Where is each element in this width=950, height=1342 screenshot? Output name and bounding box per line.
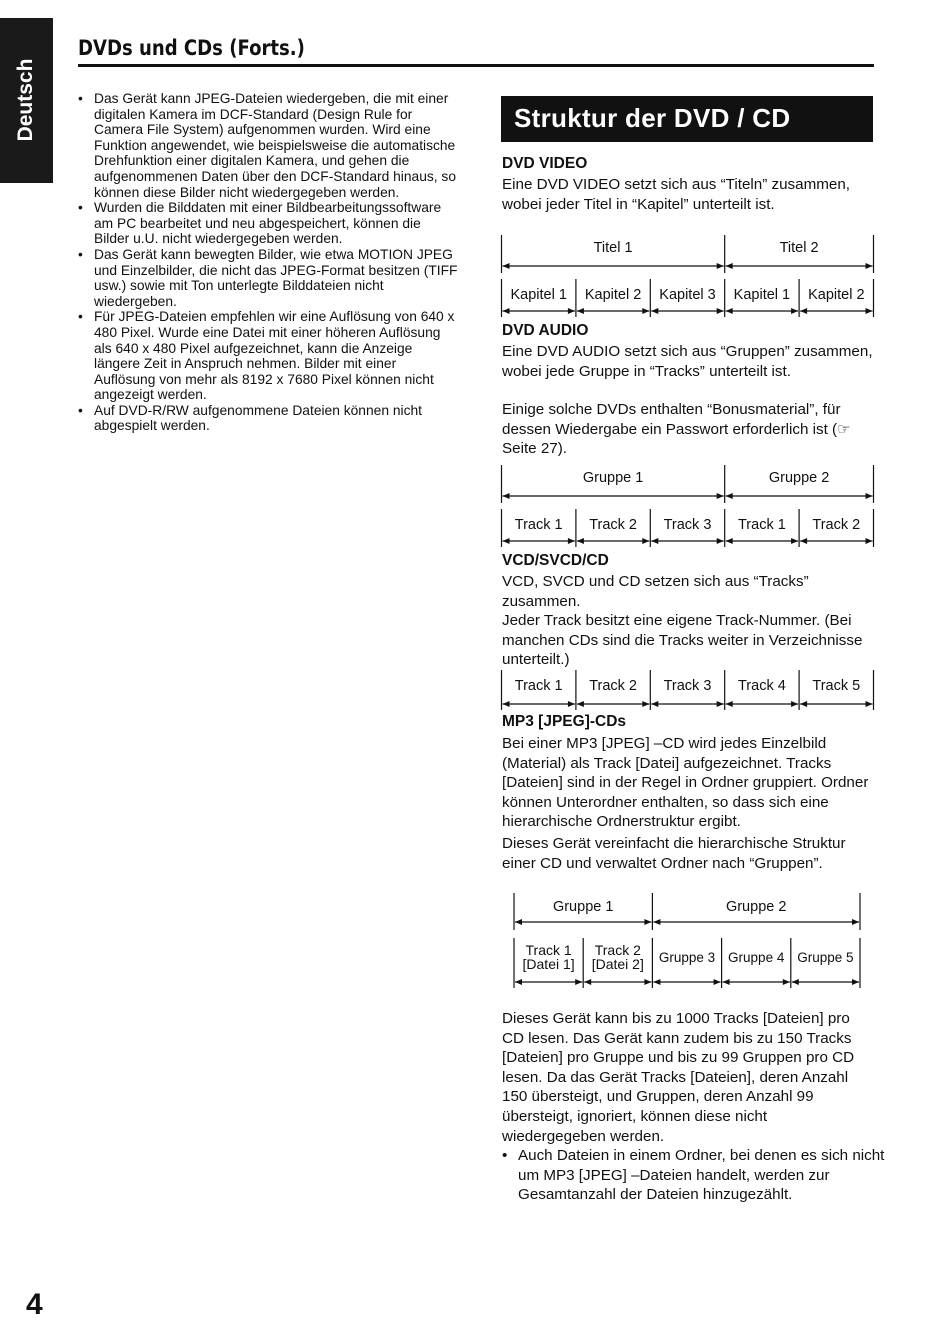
diagram-label: Track 4 (737, 678, 786, 694)
arrow-head-right (866, 263, 873, 269)
arrow-head-left (515, 919, 522, 925)
diagram-label: [Datei 2] (591, 956, 644, 972)
diagram-label: Kapitel 2 (584, 287, 642, 303)
arrow-head-right (852, 979, 859, 985)
diagram-label: Gruppe 2 (725, 899, 787, 915)
diagram-label: Kapitel 2 (808, 287, 865, 303)
diagram-label: Gruppe 2 (768, 470, 830, 486)
arrow-head-right (644, 919, 651, 925)
arrow-head-left (726, 308, 733, 314)
arrow-head-right (717, 493, 724, 499)
dvd-video-heading: DVD VIDEO (502, 155, 588, 172)
diagram-label: [Datei 1] (522, 956, 575, 972)
arrow-head-right (717, 701, 724, 707)
vcd-diagram (500, 668, 876, 717)
arrow-head-right (575, 979, 582, 985)
diagram-label: Kapitel 1 (733, 287, 791, 303)
page-header: DVDs und CDs (Forts.) (78, 36, 305, 60)
arrow-head-left (723, 979, 730, 985)
arrow-head-left (503, 263, 510, 269)
arrow-head-right (717, 263, 724, 269)
dvd-audio-heading: DVD AUDIO (502, 322, 589, 339)
diagram-label: Track 2 (594, 942, 641, 958)
diagram-label: Gruppe 1 (582, 470, 644, 486)
list-item: • Das Gerät kann JPEG-Dateien wiedergeben, die mit einer digitalen Kamera im DCF-Standard (Design Rule for Camera File System) aufgenommen wurden. Wird eine Funktion angewendet, wie beispielsweise die automatische Drehfunktion einer digitalen Kamera, und gehen die aufgenommenen Daten über den DCF-Standard hinaus, so können diese Bilder nicht wiedergegeben werden. (78, 91, 458, 200)
arrow-head-left (726, 263, 733, 269)
dvd-video-diagram (500, 234, 876, 325)
arrow-head-right (642, 308, 649, 314)
diagram-label: Gruppe 3 (658, 950, 716, 965)
diagram-label: Track 2 (589, 517, 638, 533)
arrow-head-left (792, 979, 799, 985)
diagram-label: Track 5 (812, 678, 861, 694)
dvd-audio-text: Eine DVD AUDIO setzt sich aus “Gruppen” zusammen, wobei jede Gruppe in “Tracks” unterteilt ist. (502, 343, 873, 380)
mp3-text: Bei einer MP3 [JPEG] –CD wird jedes Einzelbild (Material) als Track [Datei] aufgezeichnet. Tracks [Dateien] sind in der Regel in Ordner gruppiert. Ordner können Unterordner enthalten, so dass sich eine hierarchische Ordnerstruktur ergibt. (502, 735, 869, 831)
diagram-label: Kapitel 1 (510, 287, 567, 303)
diagram-label: Titel 1 (593, 240, 633, 256)
arrow-head-left (503, 308, 510, 314)
diagram-label: Track 1 (514, 678, 563, 694)
jpeg-notes-list (78, 91, 458, 434)
arrow-head-left (651, 308, 658, 314)
page-number: 4 (26, 1288, 43, 1321)
arrow-head-right (852, 919, 859, 925)
arrow-head-left (653, 919, 660, 925)
arrow-head-right (568, 538, 575, 544)
arrow-head-right (866, 701, 873, 707)
arrow-head-left (800, 538, 807, 544)
header-rule (78, 64, 874, 67)
arrow-head-left (503, 701, 510, 707)
vcd-heading: VCD/SVCD/CD (502, 552, 609, 569)
list-item: • Für JPEG-Dateien empfehlen wir eine Auflösung von 640 x 480 Pixel. Wurde eine Datei mit einer höheren Auflösung als 640 x 480 Pixel aufgezeichnet, kann die Anzeige längere Zeit in Anspruch nehmen. Bilder mit einer Auflösung von mehr als 8192 x 7680 Pixel können nicht angezeigt werden. (78, 309, 458, 403)
arrow-head-left (726, 493, 733, 499)
arrow-head-left (503, 538, 510, 544)
dvd-audio-bonus-text: Einige solche DVDs enthalten “Bonusmaterial”, für dessen Wiedergabe ein Passwort erforderlich ist (☞ Seite 27). (502, 401, 851, 458)
arrow-head-left (503, 493, 510, 499)
arrow-head-right (642, 701, 649, 707)
mp3-note-bullet: • Auch Dateien in einem Ordner, bei denen es sich nicht um MP3 [JPEG] –Dateien handelt, werden zur Gesamtanzahl der Dateien hinzugezählt. (502, 1146, 890, 1205)
vcd-text: VCD, SVCD und CD setzen sich aus “Tracks” zusammen. (502, 573, 809, 610)
arrow-head-right (717, 538, 724, 544)
diagram-label: Track 1 (514, 517, 563, 533)
arrow-head-right (717, 308, 724, 314)
list-item: • Das Gerät kann bewegten Bilder, wie etwa MOTION JPEG und Einzelbilder, die nicht das JPEG-Format besitzen (TIFF usw.) sowie mit Ton unterlegte Bilddateien nicht wiedergeben. (78, 247, 458, 309)
arrow-head-left (653, 979, 660, 985)
arrow-head-left (577, 538, 584, 544)
mp3-group-text: Dieses Gerät vereinfacht die hierarchische Struktur einer CD und verwaltet Ordner nach “Gruppen”. (502, 835, 846, 872)
diagram-label: Track 3 (663, 678, 712, 694)
diagram-label: Track 2 (589, 678, 638, 694)
diagram-label: Titel 2 (779, 240, 819, 256)
arrow-head-right (783, 979, 790, 985)
arrow-head-left (651, 701, 658, 707)
arrow-head-left (515, 979, 522, 985)
diagram-label: Gruppe 4 (728, 950, 785, 965)
mp3-limits-text: Dieses Gerät kann bis zu 1000 Tracks [Dateien] pro CD lesen. Das Gerät kann zudem bis zu 150 Tracks [Dateien] pro Gruppe und bis zu 99 Gruppen pro CD lesen. Da das Gerät Tracks [Dateien], deren Anzahl 150 übersteigt, und Gruppen, deren Anzahl 99 übersteigt, ignoriert, können diese nicht wiedergegeben werden. (502, 1010, 855, 1145)
arrow-head-left (651, 538, 658, 544)
arrow-head-left (800, 308, 807, 314)
arrow-head-left (726, 701, 733, 707)
arrow-head-left (726, 538, 733, 544)
arrow-head-right (644, 979, 651, 985)
section-title-box (501, 96, 873, 142)
arrow-head-left (584, 979, 591, 985)
vcd-track-text: Jeder Track besitzt eine eigene Track-Nummer. (Bei manchen CDs sind die Tracks weiter in Verzeichnisse unterteilt.) (502, 612, 863, 669)
list-item: • Wurden die Bilddaten mit einer Bildbearbeitungssoftware am PC bearbeitet und neu abgespeichert, können die Bilder u.U. nicht wiedergegeben werden. (78, 200, 458, 247)
language-tab-label: Deutsch (14, 58, 37, 142)
mp3-diagram (512, 892, 864, 997)
language-tab (0, 18, 53, 183)
dvd-video-text: Eine DVD VIDEO setzt sich aus “Titeln” zusammen, wobei jeder Titel in “Kapitel” unterteilt ist. (502, 176, 851, 213)
arrow-head-right (866, 308, 873, 314)
arrow-head-right (791, 701, 798, 707)
diagram-label: Track 3 (663, 517, 712, 533)
arrow-head-left (577, 308, 584, 314)
arrow-head-right (642, 538, 649, 544)
arrow-head-right (568, 308, 575, 314)
diagram-label: Track 1 (525, 942, 572, 958)
arrow-head-right (866, 493, 873, 499)
section-title: Struktur der DVD / CD (514, 103, 791, 133)
arrow-head-right (791, 308, 798, 314)
arrow-head-right (568, 701, 575, 707)
arrow-head-left (577, 701, 584, 707)
list-item: • Auf DVD-R/RW aufgenommene Dateien können nicht abgespielt werden. (78, 403, 458, 434)
diagram-label: Gruppe 5 (797, 950, 854, 965)
mp3-heading: MP3 [JPEG]-CDs (502, 713, 627, 730)
arrow-head-left (800, 701, 807, 707)
arrow-head-right (791, 538, 798, 544)
diagram-label: Kapitel 3 (659, 287, 716, 303)
diagram-label: Track 1 (737, 517, 786, 533)
diagram-label: Track 2 (812, 517, 861, 533)
arrow-head-right (866, 538, 873, 544)
diagram-label: Gruppe 1 (552, 899, 614, 915)
dvd-audio-diagram (500, 464, 876, 555)
arrow-head-right (714, 979, 721, 985)
